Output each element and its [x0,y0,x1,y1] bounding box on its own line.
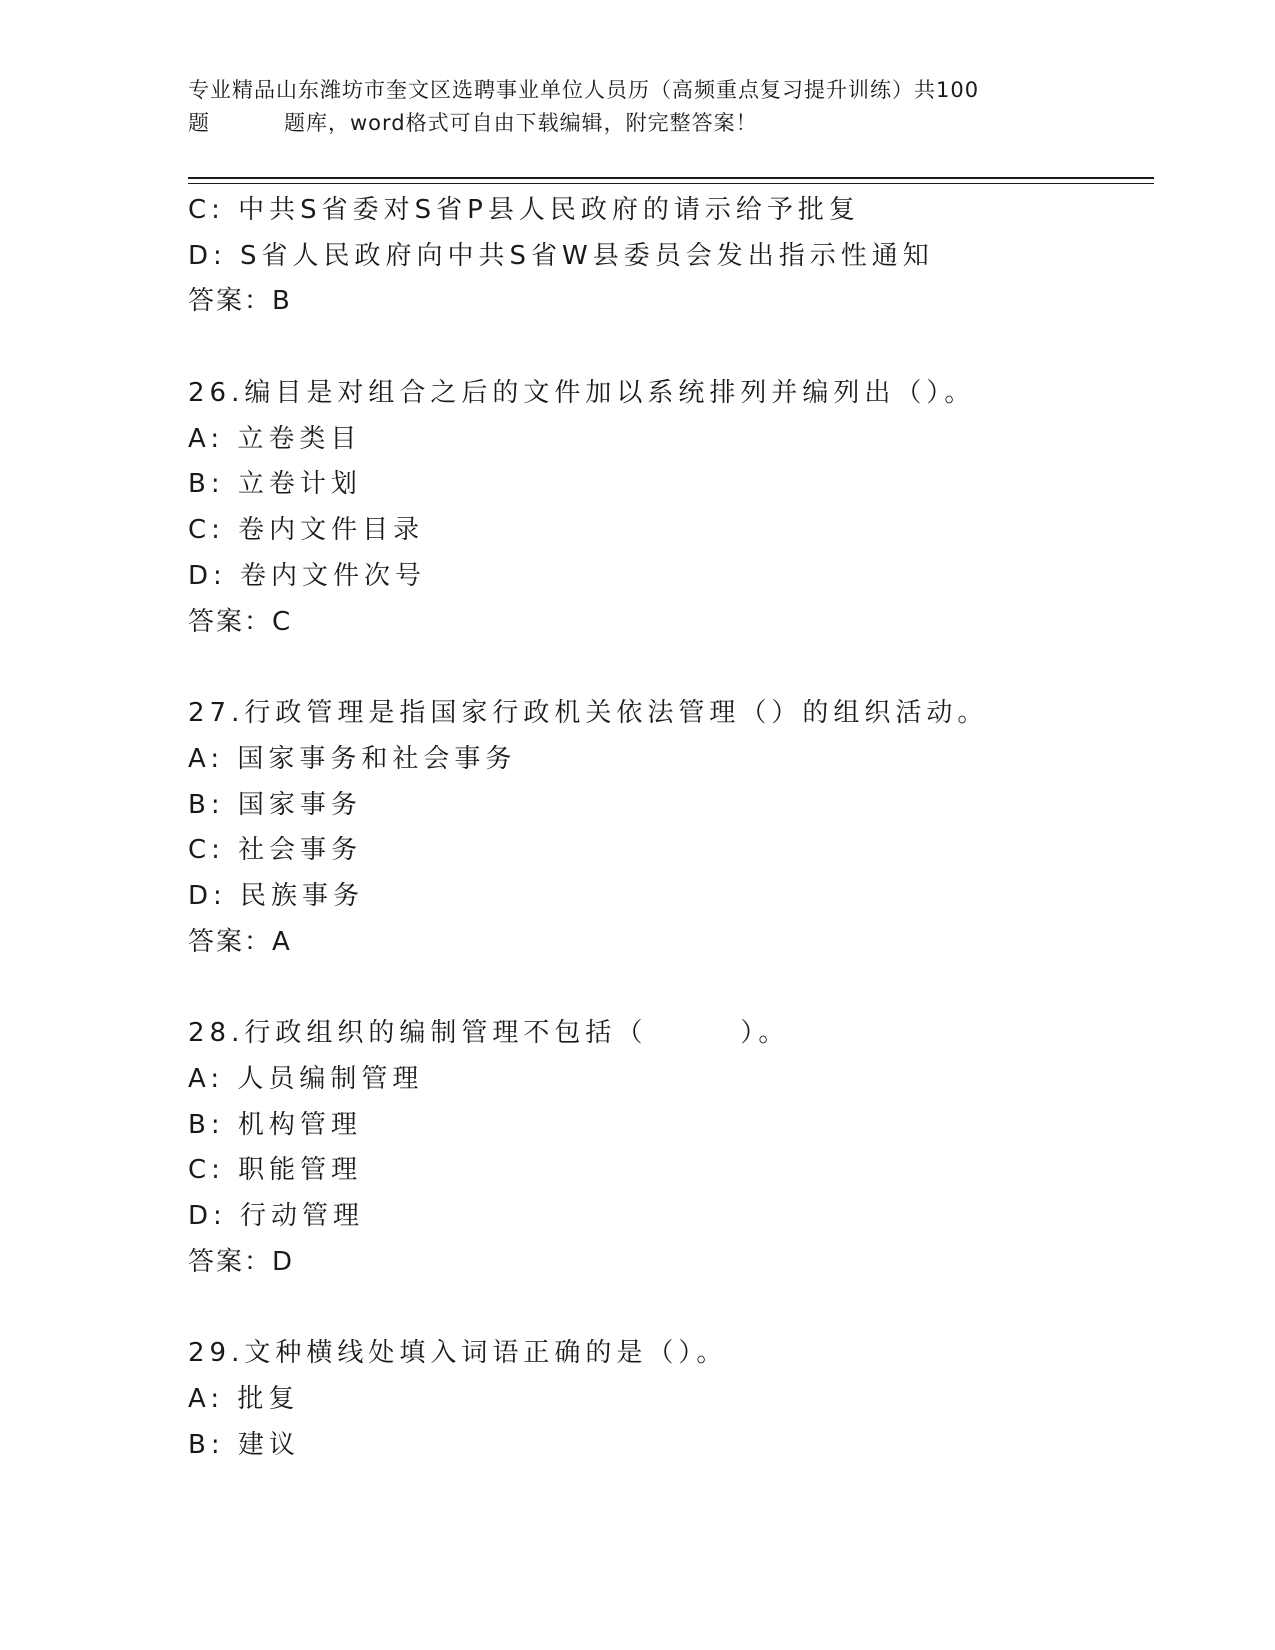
question-26 [188,371,1154,645]
option-a: A: 立卷类目 [188,423,362,454]
answer: 答案：A [188,926,292,957]
answer: 答案：C [188,606,293,637]
header-divider-thick [188,177,1154,179]
option-b: B: 机构管理 [188,1109,362,1140]
header-title-line1: 专业精品山东潍坊市奎文区选聘事业单位人员历（高频重点复习提升训练）共100 [188,78,980,102]
question-stem: 27.行政管理是指国家行政机关依法管理（）的组织活动。 [188,698,989,729]
option-c: C: 社会事务 [188,835,363,866]
option-a: A: 人员编制管理 [188,1064,424,1094]
option-b: B: 建议 [188,1429,300,1460]
question-29 [188,1331,1154,1468]
option-d: D: 卷内文件次号 [188,560,427,591]
header-title-line2-left: 题 [188,111,210,135]
question-stem: 26.编目是对组合之后的文件加以系统排列并编列出（）。 [188,378,976,409]
option-d: D: S省人民政府向中共S省W县委员会发出指示性通知 [188,240,934,271]
option-c: C: 卷内文件目录 [188,515,425,546]
question-28 [188,1011,1154,1285]
option-a: A: 国家事务和社会事务 [188,743,517,774]
option-d: D: 行动管理 [188,1201,365,1232]
header-title-line2 [188,107,1088,140]
option-d: D: 民族事务 [188,880,365,911]
option-b: B: 立卷计划 [188,469,362,500]
question-stem: 28.行政组织的编制管理不包括（ ）。 [188,1018,790,1049]
option-c: C: 职能管理 [188,1155,363,1186]
header-divider-thin [188,183,1154,184]
option-b: B: 国家事务 [188,789,362,820]
answer: 答案：D [188,1246,295,1277]
option-a: A: 批复 [188,1384,300,1415]
header-title-line2-right: 题库，word格式可自由下载编辑，附完整答案！ [284,111,758,135]
question-27 [188,691,1154,965]
document-body [188,188,1154,1469]
document-header [188,74,1088,140]
answer: 答案：B [188,286,292,317]
question-25-continued [188,188,1154,325]
question-stem: 29.文种横线处填入词语正确的是（）。 [188,1338,728,1369]
option-c: C: 中共S省委对S省P县人民政府的请示给予批复 [188,195,860,225]
